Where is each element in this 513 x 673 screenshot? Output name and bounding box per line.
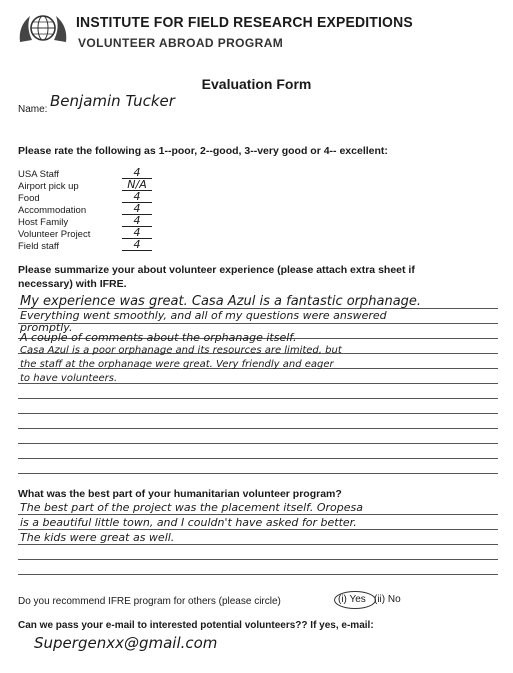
best-part-text-line: The kids were great as well.	[20, 531, 175, 544]
form-title: Evaluation Form	[201, 76, 312, 92]
rating-label-field-staff: Field staff	[18, 241, 60, 252]
rating-value-usa-staff: 4	[122, 168, 152, 179]
globe-hands-icon	[16, 8, 70, 48]
email-question: Can we pass your e-mail to interested potential volunteers?? If yes, e-mail:	[18, 620, 374, 631]
ruled-line	[18, 473, 498, 474]
ruled-line	[18, 514, 498, 515]
best-part-text-line: is a beautiful little town, and I couldn't have asked for better.	[20, 516, 357, 529]
experience-text-line: Everything went smoothly, and all of my questions were answered	[20, 309, 387, 322]
rating-label-airport-pickup: Airport pick up	[18, 181, 79, 192]
name-label: Name:	[18, 104, 48, 115]
rating-value-host-family: 4	[122, 216, 152, 227]
ruled-line	[18, 443, 498, 444]
ruled-line	[18, 428, 498, 429]
rating-label-accommodation: Accommodation	[18, 205, 87, 216]
experience-text-line: Casa Azul is a poor orphanage and its resources are limited, but	[20, 345, 342, 356]
experience-text-line: promptly.	[20, 321, 73, 334]
recommend-question: Do you recommend IFRE program for others (please circle)	[18, 596, 281, 607]
rating-value-accommodation: 4	[122, 204, 152, 215]
rating-value-volunteer-project: 4	[122, 228, 152, 239]
rating-label-volunteer-project: Volunteer Project	[18, 229, 91, 240]
ruled-line	[18, 529, 498, 530]
ruled-line	[18, 398, 498, 399]
email-value: Supergenxx@gmail.com	[34, 634, 218, 652]
name-value: Benjamin Tucker	[50, 92, 175, 110]
rating-label-food: Food	[18, 193, 40, 204]
experience-question-line2: necessary) with IFRE.	[18, 278, 127, 290]
experience-text-line: My experience was great. Casa Azul is a fantastic orphanage.	[20, 294, 422, 309]
rating-value-airport-pickup: N/A	[122, 180, 152, 191]
experience-text-line: the staff at the orphanage were great. Very friendly and eager	[20, 359, 334, 370]
experience-text-line: to have volunteers.	[20, 373, 118, 384]
ruled-line	[18, 323, 498, 324]
experience-question-line1: Please summarize your about volunteer experience (please attach extra sheet if	[18, 264, 415, 276]
rating-label-usa-staff: USA Staff	[18, 169, 60, 180]
ruled-line	[18, 413, 498, 414]
experience-text-line: A couple of comments about the orphanage itself.	[20, 331, 297, 344]
rating-question: Please rate the following as 1--poor, 2--good, 3--very good or 4-- excellent:	[18, 145, 388, 157]
rating-value-field-staff: 4	[122, 240, 152, 251]
org-name: INSTITUTE FOR FIELD RESEARCH EXPEDITIONS	[76, 14, 413, 31]
rating-value-food: 4	[122, 192, 152, 203]
org-subtitle: VOLUNTEER ABROAD PROGRAM	[78, 36, 284, 50]
best-part-text-line: The best part of the project was the placement itself. Oropesa	[20, 501, 363, 514]
ruled-line	[18, 574, 498, 575]
best-part-question: What was the best part of your humanitarian volunteer program?	[18, 488, 342, 500]
recommend-no-option: (ii) No	[374, 594, 401, 605]
ruled-line	[18, 559, 498, 560]
recommend-yes-option: (i) Yes	[338, 594, 366, 605]
rating-label-host-family: Host Family	[18, 217, 69, 228]
ruled-line	[18, 458, 498, 459]
ruled-line	[18, 544, 498, 545]
